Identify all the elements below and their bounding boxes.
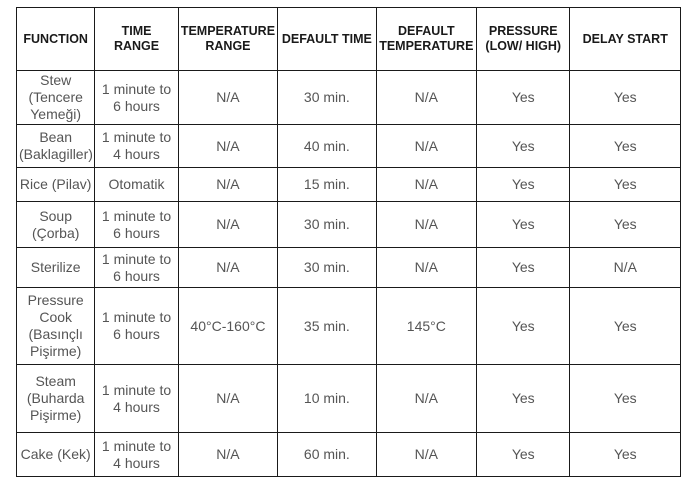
cell-function: Cake (Kek) (17, 433, 95, 477)
cell-function: Rice (Pilav) (17, 168, 95, 202)
cell-pressure: Yes (477, 125, 570, 168)
cell-function: Bean (Baklagiller) (17, 125, 95, 168)
cell-function: Soup (Çorba) (17, 202, 95, 248)
cell-temperature-range: 40°C-160°C (178, 288, 277, 365)
cell-function: Stew (Tencere Yemeği) (17, 71, 95, 125)
cell-temperature-range: N/A (178, 125, 277, 168)
cell-pressure: Yes (477, 71, 570, 125)
header-function: FUNCTION (17, 8, 95, 71)
table-row (17, 202, 681, 248)
cell-time-range: 1 minute to 6 hours (95, 202, 178, 248)
header-delay-start: DELAY START (570, 8, 681, 71)
cell-time-range: 1 minute to 4 hours (95, 365, 178, 433)
cell-default-temperature: N/A (376, 248, 476, 288)
cell-time-range: 1 minute to 6 hours (95, 248, 178, 288)
cell-temperature-range: N/A (178, 433, 277, 477)
cell-delay-start: Yes (570, 433, 681, 477)
cell-pressure: Yes (477, 365, 570, 433)
cell-time-range: 1 minute to 6 hours (95, 71, 178, 125)
cell-default-temperature: N/A (376, 168, 476, 202)
cell-default-time: 30 min. (278, 248, 376, 288)
cell-temperature-range: N/A (178, 365, 277, 433)
header-row (17, 8, 681, 71)
cell-time-range: 1 minute to 4 hours (95, 125, 178, 168)
table-row (17, 288, 681, 365)
cell-delay-start: Yes (570, 125, 681, 168)
header-default-temperature: DEFAULT TEMPERATURE (376, 8, 476, 71)
table-header (17, 8, 681, 71)
cell-function: Sterilize (17, 248, 95, 288)
table-row (17, 168, 681, 202)
cell-default-temperature: N/A (376, 433, 476, 477)
cell-time-range: 1 minute to 6 hours (95, 288, 178, 365)
cell-function: Steam (Buharda Pişirme) (17, 365, 95, 433)
cell-default-time: 40 min. (278, 125, 376, 168)
cell-default-temperature: N/A (376, 202, 476, 248)
table-row (17, 365, 681, 433)
cell-default-temperature: N/A (376, 365, 476, 433)
cell-default-temperature: N/A (376, 71, 476, 125)
cell-pressure: Yes (477, 288, 570, 365)
cell-default-time: 10 min. (278, 365, 376, 433)
function-spec-table (16, 7, 681, 477)
cell-delay-start: Yes (570, 71, 681, 125)
cell-time-range: 1 minute to 4 hours (95, 433, 178, 477)
cell-temperature-range: N/A (178, 168, 277, 202)
cell-default-time: 60 min. (278, 433, 376, 477)
cell-time-range: Otomatik (95, 168, 178, 202)
table-row (17, 71, 681, 125)
cell-default-temperature: 145°C (376, 288, 476, 365)
header-time-range: TIME RANGE (95, 8, 178, 71)
cell-pressure: Yes (477, 433, 570, 477)
cell-delay-start: Yes (570, 288, 681, 365)
table-row (17, 248, 681, 288)
cell-default-time: 30 min. (278, 202, 376, 248)
cell-delay-start: Yes (570, 168, 681, 202)
cell-pressure: Yes (477, 248, 570, 288)
header-default-time: DEFAULT TIME (278, 8, 376, 71)
cell-function: Pressure Cook (Basınçlı Pişirme) (17, 288, 95, 365)
cell-default-time: 35 min. (278, 288, 376, 365)
cell-default-time: 30 min. (278, 71, 376, 125)
cell-default-time: 15 min. (278, 168, 376, 202)
cell-delay-start: N/A (570, 248, 681, 288)
cell-temperature-range: N/A (178, 202, 277, 248)
cell-pressure: Yes (477, 168, 570, 202)
table-row (17, 433, 681, 477)
header-temperature-range: TEMPERATURE RANGE (178, 8, 277, 71)
cell-temperature-range: N/A (178, 248, 277, 288)
cell-temperature-range: N/A (178, 71, 277, 125)
cell-default-temperature: N/A (376, 125, 476, 168)
table-row (17, 125, 681, 168)
cell-pressure: Yes (477, 202, 570, 248)
cell-delay-start: Yes (570, 365, 681, 433)
cell-delay-start: Yes (570, 202, 681, 248)
header-pressure: PRESSURE (LOW/ HIGH) (477, 8, 570, 71)
table-body (17, 71, 681, 477)
